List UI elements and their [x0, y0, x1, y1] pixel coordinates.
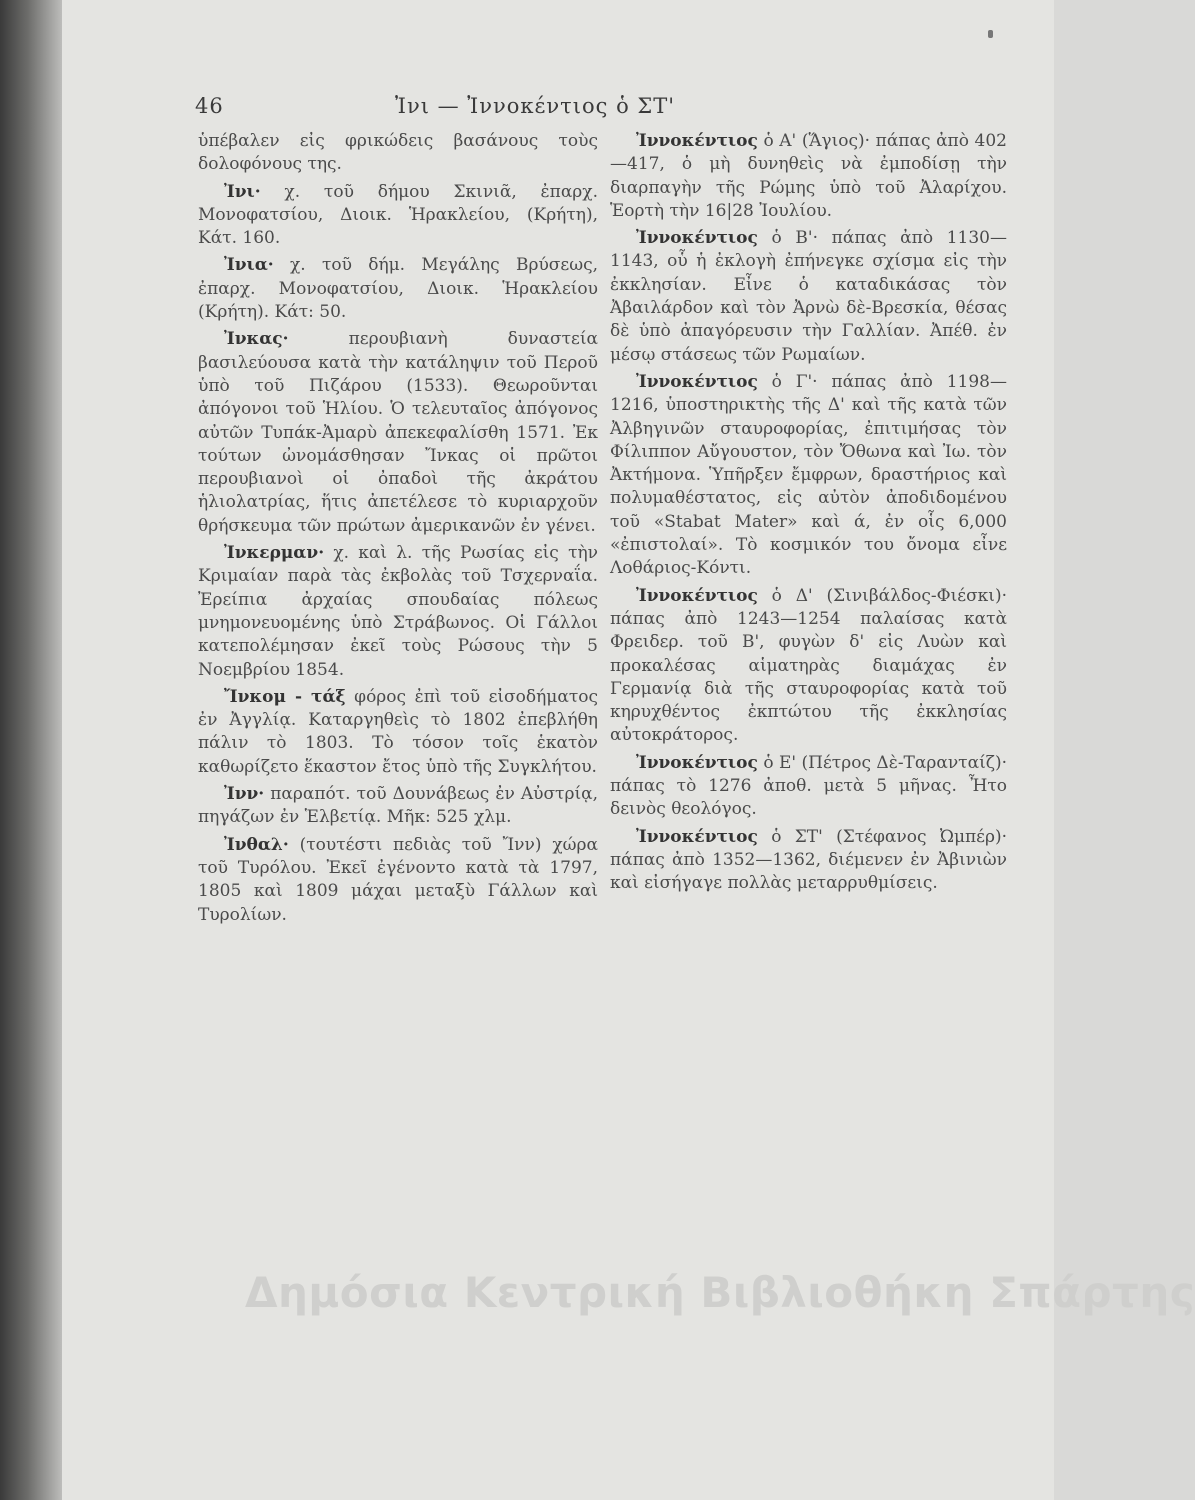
entry-text: ὁ Δ' (Σινιβάλδος-Φιέσκι)· πάπας ἀπὸ 1243—1254 παλαίσας κατὰ Φρειδερ. τοῦ Β', φυγὼν δ' εἰς Λυὼν καὶ προκαλέσας αἱματηρὰς διαμάχας ἐν Γερμανίᾳ διὰ τῆς σταυροφορίας κατὰ τοῦ κηρυχθέντος ἐκπτώτου τῆς ἐκκλησίας αὐτοκράτορος.	[610, 585, 1007, 746]
entry-lemma: Ἰννοκέντιος	[636, 228, 758, 249]
dictionary-entry	[610, 227, 1007, 367]
dictionary-entry	[198, 328, 598, 538]
entry-lemma: Ἰννοκέντιος	[636, 585, 758, 606]
entry-lemma: Ἴνκομ - τάξ	[224, 686, 346, 707]
entry-lemma: Ἰνι·	[224, 181, 261, 202]
dictionary-entry	[198, 686, 598, 779]
entry-text: χ. τοῦ δήμου Σκινιᾶ, ἐπαρχ. Μονοφατσίου, Διοικ. Ἡρακλείου, (Κρήτη), Κάτ. 160.	[198, 181, 598, 249]
entry-lemma: Ἰνκερμαν·	[224, 543, 325, 564]
entry-lemma: Ἰνκας·	[224, 329, 289, 350]
left-column	[198, 130, 598, 931]
entry-text: ὑπέβαλεν εἰς φρικώδεις βασάνους τοὺς δολοφόνους της.	[198, 131, 598, 175]
page-header	[195, 88, 795, 128]
entry-text: φόρος ἐπὶ τοῦ εἰσοδήματος ἐν Ἀγγλίᾳ. Καταργηθεὶς τὸ 1802 ἐπεβλήθη πάλιν τὸ 1803. Τὸ τόσον τοῖς ἑκατὸν καθωρίζετο ἕκαστον ἔτος ὑπὸ τῆς Συγκλήτου.	[198, 686, 598, 777]
dictionary-entry	[610, 371, 1007, 581]
entry-text: περουβιανὴ δυναστεία βασιλεύουσα κατὰ τὴν κατάληψιν τοῦ Περοῦ ὑπὸ τοῦ Πιζάρου (1533). Θεωροῦνται ἀπόγονοι τοῦ Ἡλίου. Ὁ τελευταῖος ἀπόγονος αὐτῶν Τυπάκ-Ἀμαρὺ ἀπεκεφαλίσθη 1571. Ἐκ τούτων ὠνομάσθησαν Ἴνκας οἱ πρῶτοι περουβιανοὶ οἱ ὀπαδοὶ τῆς ἀκράτου ἡλιολατρίας, ἥτις ἀπετέλεσε τὸ κυριαρχοῦν θρήσκευμα τῶν πρώτων ἀμερικανῶν ἐν γένει.	[198, 329, 598, 536]
entry-text: χ. τοῦ δήμ. Μεγάλης Βρύσεως, ἐπαρχ. Μονοφατσίου, Διοικ. Ἡρακλείου (Κρήτη). Κάτ: 50.	[198, 255, 598, 323]
dictionary-entry	[610, 130, 1007, 223]
entry-lemma: Ἰνια·	[224, 255, 274, 276]
entry-text: ὁ Γ'· πάπας ἀπὸ 1198—1216, ὑποστηρικτὴς τῆς Δ' καὶ τῆς κατὰ τῶν Ἀλβηγινῶν σταυροφορίας, ἐπιτιμήσας τὸν Φίλιππον Αὔγουστον, τὸν Ὄθωνα καὶ Ἰω. τὸν Ἀκτήμονα. Ὑπῆρξεν ἔμφρων, δραστήριος καὶ πολυμαθέστατος, εἰς αὐτὸν ἀποδιδομένου τοῦ «Stabat Mater» καὶ ά, ἐν οἷς 6,000 «ἐπιστολαί». Τὸ κοσμικόν του ὄνομα εἶνε Λοθάριος-Κόντι.	[610, 371, 1007, 579]
dictionary-entry	[198, 783, 598, 830]
dictionary-entry	[610, 752, 1007, 822]
book-spine-shadow	[0, 0, 62, 1500]
right-column	[610, 130, 1007, 900]
entry-text: ὁ Β'· πάπας ἀπὸ 1130—1143, οὗ ἡ ἐκλογὴ ἐπήνεγκε σχίσμα εἰς τὴν ἐκκλησίαν. Εἶνε ὁ καταδικάσας τὸν Ἀβαιλάρδον καὶ τὸν Ἀρνὼ δὲ-Βρεσκία, θέσας δὲ ὑπὸ ἀπαγόρευσιν τὴν Γαλλίαν. Ἀπέθ. ἐν μέσῳ στάσεως τῶν Ρωμαίων.	[610, 228, 1007, 365]
entry-text: ὁ Α' (Ἅγιος)· πάπας ἀπὸ 402—417, ὁ μὴ δυνηθεὶς νὰ ἐμποδίσῃ τὴν διαρπαγὴν τῆς Ρώμης ὑπὸ τοῦ Ἀλαρίχου. Ἑορτὴ τὴν 16|28 Ἰουλίου.	[610, 131, 1007, 221]
entry-text: ὁ ΣΤ' (Στέφανος Ὠμπέρ)· πάπας ἀπὸ 1352—1362, διέμενεν ἐν Ἀβινιὼν καὶ εἰσήγαγε πολλὰς μεταρρυθμίσεις.	[610, 826, 1007, 894]
dictionary-entry	[198, 181, 598, 251]
entry-text: παραπότ. τοῦ Δουνάβεως ἐν Αὐστρίᾳ, πηγάζων ἐν Ἑλβετίᾳ. Μῆκ: 525 χλμ.	[198, 784, 598, 828]
entry-lemma: Ἰννοκέντιος	[636, 371, 758, 392]
entry-lemma: Ἰννοκέντιος	[636, 826, 758, 847]
entry-text: χ. καὶ λ. τῆς Ρωσίας εἰς τὴν Κριμαίαν παρὰ τὰς ἐκβολὰς τοῦ Τσχερναΐα. Ἐρείπια ἀρχαίας σπουδαίας πόλεως μνημονευομένης ὑπὸ Στράβωνος. Οἱ Γάλλοι κατεπολέμησαν ἐκεῖ τοὺς Ρώσους τὴν 5 Νοεμβρίου 1854.	[198, 543, 598, 680]
dictionary-entry	[198, 834, 598, 927]
library-watermark: Δημόσια Κεντρική Βιβλιοθήκη Σπάρτης	[245, 1268, 1195, 1317]
entry-text: (τουτέστι πεδιὰς τοῦ Ἴνν) χώρα τοῦ Τυρόλου. Ἐκεῖ ἐγένοντο κατὰ τὰ 1797, 1805 καὶ 1809 μάχαι μεταξὺ Γάλλων καὶ Τυρολίων.	[198, 834, 598, 925]
entry-lemma: Ἰννοκέντιος	[636, 131, 758, 151]
dictionary-entry	[610, 585, 1007, 748]
dictionary-entry	[610, 826, 1007, 896]
dictionary-entry	[198, 542, 598, 682]
page-number: 46	[195, 94, 224, 118]
entry-text: ὁ Ε' (Πέτρος Δὲ-Ταρανταίζ)· πάπας τὸ 1276 ἀποθ. μετὰ 5 μῆνας. Ἦτο δεινὸς θεολόγος.	[610, 752, 1007, 820]
entry-lemma: Ἰνν·	[224, 784, 265, 805]
dictionary-entry	[198, 130, 598, 177]
entry-lemma: Ἰννοκέντιος	[636, 752, 758, 773]
paper-speck	[988, 30, 993, 38]
running-head: Ἰνι — Ἰννοκέντιος ὁ ΣΤ'	[395, 94, 676, 118]
dictionary-entry	[198, 254, 598, 324]
entry-lemma: Ἰνθαλ·	[224, 834, 289, 855]
